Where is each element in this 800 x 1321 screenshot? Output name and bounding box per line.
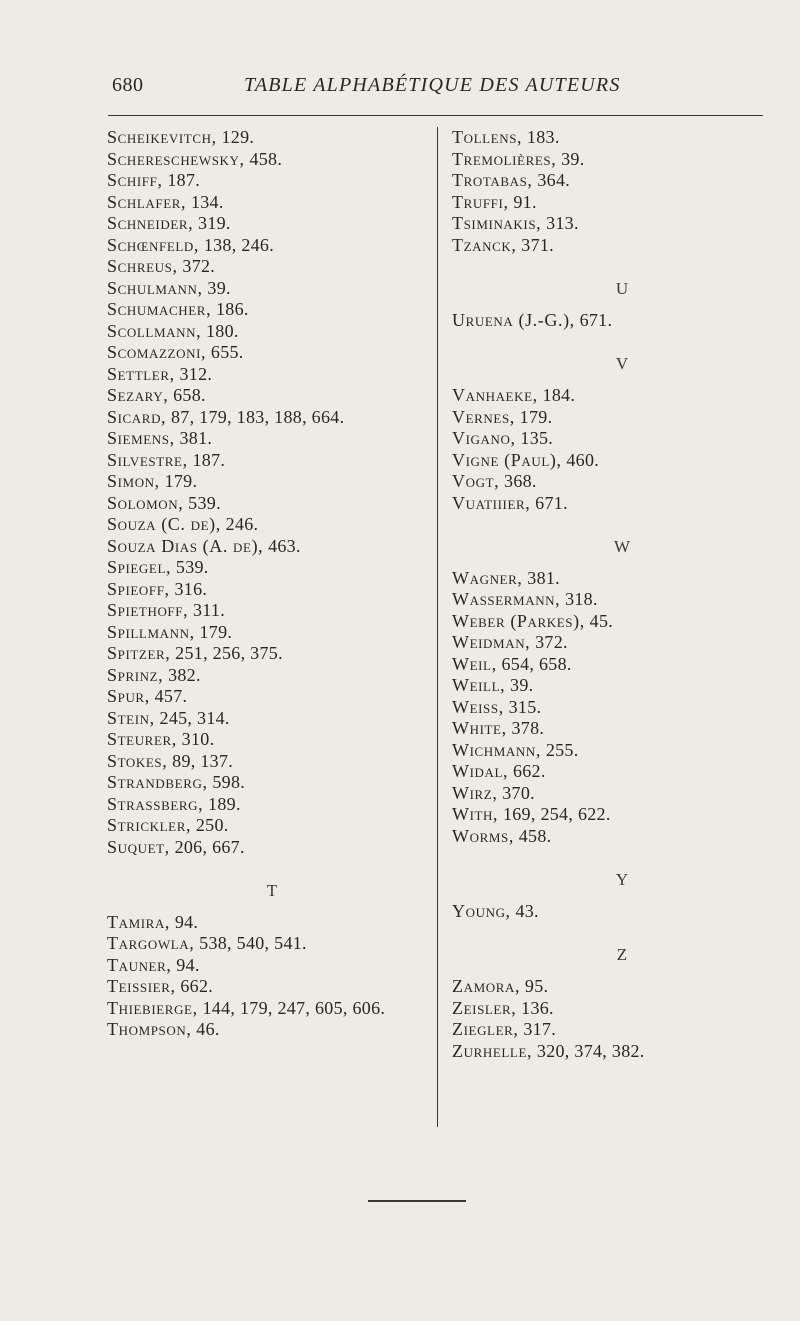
index-entry [107,622,437,644]
page-references: 364. [532,170,571,190]
index-entry [452,826,792,848]
index-entry [107,794,437,816]
author-name: Tollens, [452,127,523,147]
index-entry [452,976,792,998]
page-references: 318. [560,589,598,610]
author-name: Suquet, [107,836,170,857]
author-name: Zamora, [452,976,521,997]
page-references: 43. [510,901,539,921]
author-name: Wassermann, [452,589,561,610]
page-references: 91. [508,191,537,212]
author-name: Silvestre, [107,449,188,470]
index-entry [452,213,792,235]
page-references: 94. [171,954,200,975]
author-name: Strickler, [107,815,192,835]
index-entry [452,998,792,1020]
running-title: TABLE ALPHABÉTIQUE DES AUTEURS [244,74,621,96]
page-references: 187. [187,449,226,470]
page-references: 539. [183,492,221,513]
page-references: 372. [530,632,568,653]
page-references: 184. [537,385,576,405]
spacer [107,901,437,912]
page-references: 135. [515,428,554,448]
page-references: 179. [194,621,233,642]
spacer [452,557,792,568]
page-references: 317. [518,1019,557,1040]
author-name: Wirz, [452,782,498,803]
author-name: Vuatiiier, [452,492,531,513]
index-entry [107,686,437,708]
author-name: Sezary, [107,385,169,405]
index-entry [107,1019,437,1041]
author-name: Siemens, [107,428,175,448]
author-name: Stokes, [107,750,168,771]
index-entry [107,364,437,386]
author-name: Schneider, [107,213,194,233]
index-entry [107,643,437,665]
author-name: Schumacher, [107,299,212,319]
author-name: Wagner, [452,567,523,588]
page-references: 316. [169,578,208,599]
author-name: Tsiminakis, [452,213,542,233]
page-references: 95. [520,976,549,997]
page-references: 251, 256, 375. [170,643,283,663]
page-references: 45. [584,610,614,631]
index-entry [107,127,437,149]
index-entry [452,740,792,762]
index-entry [107,342,437,364]
author-name: Tamira, [107,911,171,932]
author-name: Teissier, [107,976,176,997]
page-references: 368. [499,471,537,491]
author-name: Sicard, [107,406,167,427]
page-references: 39. [202,277,231,298]
index-entry [452,192,792,214]
page-references: 134. [186,191,224,212]
page-references: 655. [206,342,244,362]
author-name: Truffi, [452,191,509,212]
index-entry [107,235,437,257]
index-entry [107,385,437,407]
author-name: Targowla, [107,933,195,954]
page-references: 378. [506,718,545,739]
page-references: 255. [541,739,579,760]
index-entry [107,471,437,493]
index-entry [452,761,792,783]
index-entry [107,450,437,472]
author-name: Young, [452,901,511,921]
author-name: Spiethoff, [107,600,189,620]
index-entry [107,751,437,773]
page-references: 371. [516,234,554,255]
index-entry [107,536,437,558]
page-references: 129. [216,127,255,147]
footer-rule [368,1200,466,1202]
page-references: 169, 254, 622. [498,804,611,825]
author-name: Schiff, [107,170,163,190]
right-index-column [452,127,792,1062]
page-references: 654, 658. [496,653,572,674]
page-references: 313. [541,213,579,233]
page-references: 136. [516,997,554,1018]
page-references: 186. [211,299,249,319]
index-entry [107,299,437,321]
index-entry [452,1019,792,1041]
page-references: 671. [530,492,568,513]
author-name: Spieoff, [107,578,170,599]
author-name: Trotabas, [452,170,533,190]
author-name: Zurhelle, [452,1040,533,1061]
author-name: Wichmann, [452,739,542,760]
author-name: White, [452,718,507,739]
page-references: 538, 540, 541. [194,933,307,954]
page-references: 183. [522,127,560,147]
index-entry [107,955,437,977]
author-name: Ziegler, [452,1019,519,1040]
page-references: 539. [171,557,209,577]
page-number: 680 [112,74,144,96]
page-references: 250. [191,815,229,835]
section-letter: T [266,880,278,900]
index-entry [452,1041,792,1063]
page-references: 189. [203,793,241,814]
index-entry [452,170,792,192]
index-entry [107,213,437,235]
index-entry [452,471,792,493]
spacer [452,374,792,385]
index-entry [107,321,437,343]
page-references: 381. [174,428,213,448]
page-references: 658. [168,385,206,405]
index-entry [107,729,437,751]
page-references: 39. [556,148,585,169]
author-name: Spiegel, [107,557,172,577]
page-references: 372. [177,256,216,276]
author-name: Tremolières, [452,148,557,169]
page-references: 179. [159,471,198,491]
section-letter: Y [615,869,629,889]
author-name: Schulmann, [107,277,203,298]
author-name: Vigne (Paul), [452,449,562,470]
index-entry [107,579,437,601]
author-name: Schlafer, [107,191,187,212]
page-references: 89, 137. [167,750,234,771]
author-name: Vanhaeke, [452,385,538,405]
author-name: Weil, [452,653,497,674]
index-entry [107,170,437,192]
author-name: Weiss, [452,696,504,717]
page-references: 206, 667. [169,836,245,857]
spacer [452,847,792,869]
index-entry [452,589,792,611]
author-name: Scheikevitch, [107,127,217,147]
index-entry [452,235,792,257]
index-entry [452,632,792,654]
author-name: Thompson, [107,1019,192,1040]
index-entry [452,654,792,676]
author-name: Scomazzoni, [107,342,207,362]
spacer [452,514,792,536]
author-name: Spitzer, [107,643,171,663]
page-references: 187. [162,170,201,190]
page-references: 179. [514,406,553,427]
author-name: Stein, [107,707,155,728]
index-entry [107,557,437,579]
spacer [452,923,792,945]
section-letter: W [613,536,631,556]
author-name: Thiebierge, [107,997,198,1018]
header-rule [108,115,763,116]
index-entry [452,568,792,590]
page-references: 138, 246. [199,234,275,255]
index-entry [452,901,792,923]
spacer [452,331,792,353]
page-references: 457. [149,686,188,706]
page-references: 463. [263,535,301,556]
author-name: Vigano, [452,428,516,448]
index-entry [452,407,792,429]
page-references: 310. [176,729,215,749]
page-references: 180. [201,320,239,341]
author-name: Widal, [452,761,509,782]
author-name: Uruena (J.-G.), [452,309,575,330]
section-letter: U [615,278,629,298]
author-name: Vernes, [452,406,515,427]
index-entry [107,912,437,934]
index-entry [452,611,792,633]
index-entry [452,718,792,740]
index-entry [452,127,792,149]
page-references: 370. [497,782,535,803]
index-entry [452,428,792,450]
page-references: 39. [505,675,534,696]
spacer [452,966,792,977]
page-references: 312. [174,363,213,384]
author-name: Settler, [107,363,175,384]
index-entry [452,450,792,472]
spacer [452,256,792,278]
page-references: 246. [220,514,259,534]
page-references: 311. [188,600,226,620]
author-name: Schereschewsky, [107,148,245,169]
index-entry [452,493,792,515]
index-entry [107,772,437,794]
index-entry [452,675,792,697]
index-entry [107,815,437,837]
index-entry [452,804,792,826]
page-references: 662. [508,761,546,782]
author-name: Simon, [107,471,160,491]
author-name: Steurer, [107,729,177,749]
author-name: Spur, [107,686,150,706]
page-references: 94. [170,911,199,932]
page-references: 458. [244,148,283,169]
index-entry [452,149,792,171]
spacer [452,890,792,901]
page-references: 144, 179, 247, 605, 606. [197,997,386,1018]
page-references: 458. [513,825,552,846]
author-name: Worms, [452,825,514,846]
index-entry [107,514,437,536]
author-name: Schreus, [107,256,178,276]
author-name: Strassberg, [107,793,204,814]
index-entry [107,407,437,429]
author-name: Strandberg, [107,772,208,792]
author-name: Souza (C. de), [107,514,221,534]
index-entry [107,192,437,214]
spacer [107,858,437,880]
index-entry [107,278,437,300]
index-entry [107,256,437,278]
index-entry [107,998,437,1020]
author-name: Vogt, [452,471,500,491]
author-name: With, [452,804,499,825]
index-entry [452,310,792,332]
page-references: 671. [574,309,613,330]
index-entry [107,493,437,515]
index-entry [107,149,437,171]
author-name: Souza Dias (A. de), [107,535,264,556]
author-name: Sprinz, [107,664,164,685]
section-letter: V [615,353,629,373]
index-entry [107,665,437,687]
author-name: Weber (Parkes), [452,610,585,631]
spacer [452,299,792,310]
author-name: Scollmann, [107,320,202,341]
page-references: 381. [522,567,560,588]
author-name: Zeisler, [452,997,517,1018]
author-name: Tauner, [107,954,172,975]
page-references: 319. [193,213,231,233]
index-entry [452,385,792,407]
page-references: 315. [503,696,542,717]
column-divider [437,127,438,1127]
page-references: 598. [207,772,246,792]
index-entry [452,783,792,805]
page-references: 460. [561,449,600,470]
index-entry [107,933,437,955]
index-entry [107,837,437,859]
page-references: 320, 374, 382. [532,1040,645,1061]
author-name: Tzanck, [452,234,517,255]
author-name: Weidman, [452,632,531,653]
page-references: 46. [191,1019,220,1040]
author-name: Schœnfeld, [107,234,200,255]
index-entry [107,428,437,450]
page-references: 245, 314. [154,707,230,728]
section-letter: Z [616,945,628,964]
index-entry [107,708,437,730]
index-entry [107,600,437,622]
author-name: Weill, [452,675,506,696]
page-references: 382. [163,664,201,685]
left-index-column [107,127,437,1041]
page-references: 662. [175,976,214,997]
author-name: Spillmann, [107,621,195,642]
index-entry [107,976,437,998]
author-name: Solomon, [107,492,184,513]
page-references: 87, 179, 183, 188, 664. [166,406,345,427]
index-entry [452,697,792,719]
